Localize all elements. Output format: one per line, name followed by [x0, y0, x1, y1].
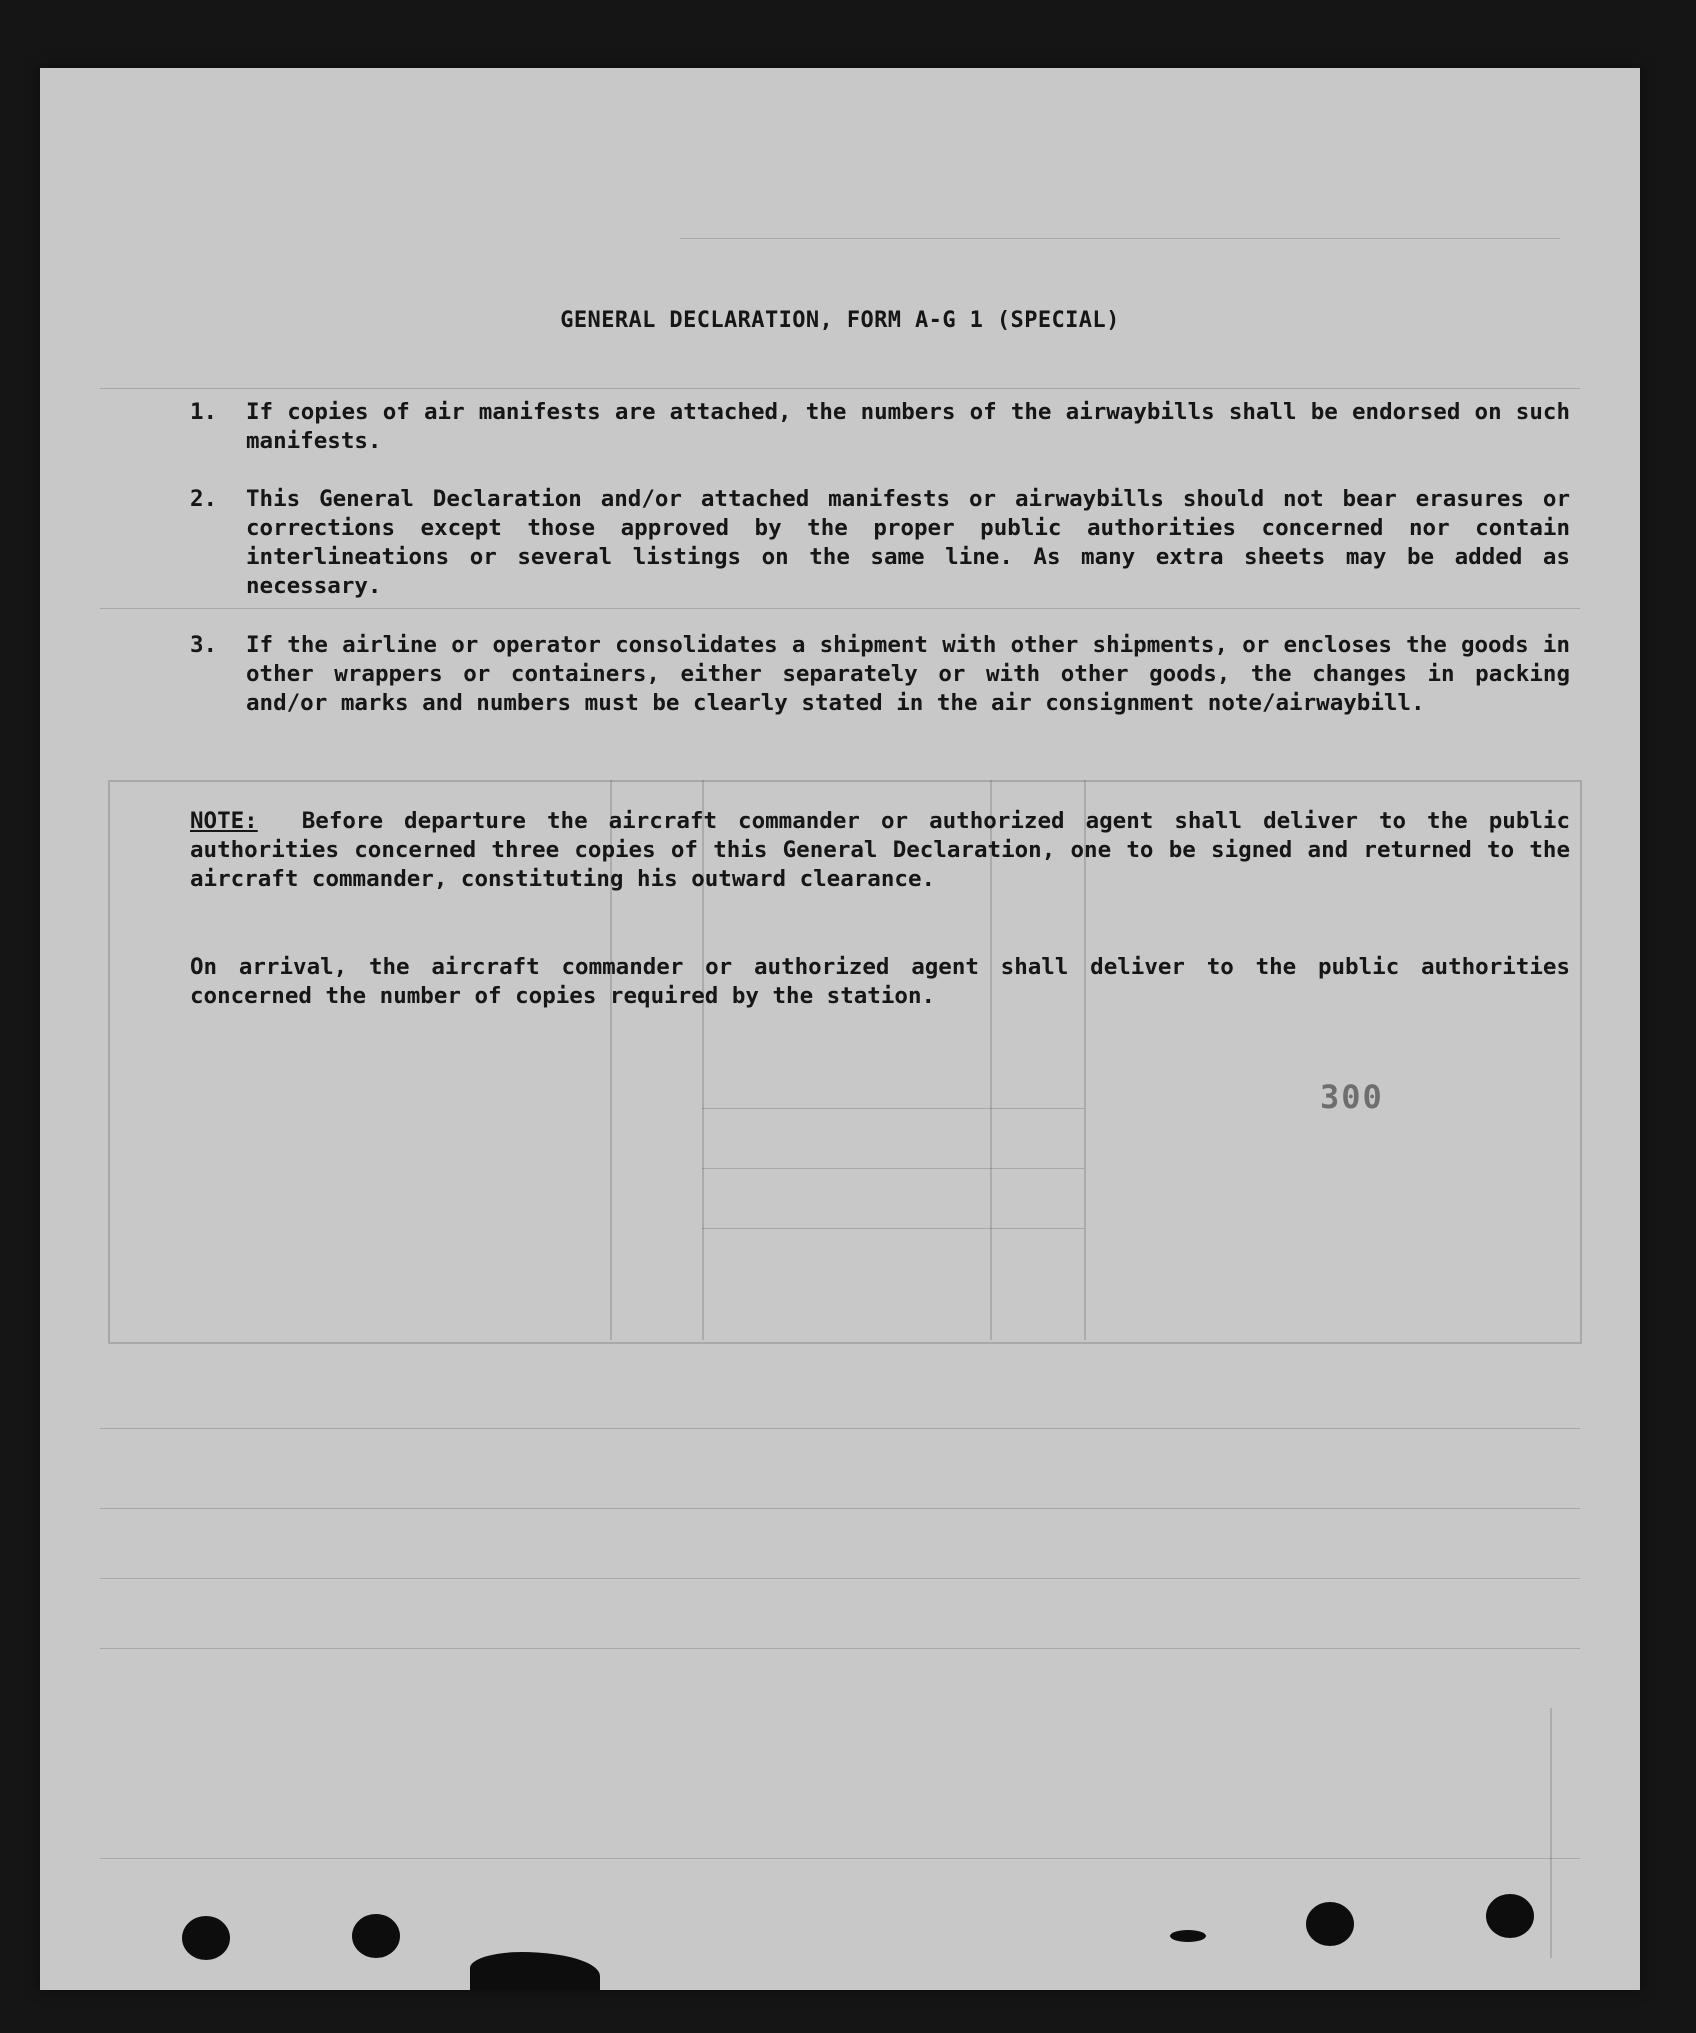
punch-hole: [1306, 1902, 1354, 1946]
bleed-line: [1550, 1708, 1552, 1958]
stamp-number: 300: [1320, 1078, 1384, 1116]
bleed-line: [100, 388, 1580, 389]
bleed-line: [100, 608, 1580, 609]
arrival-note: On arrival, the aircraft commander or authorized agent shall deliver to the public authorities concerned the number of copies required by the station.: [190, 954, 1570, 1009]
punch-hole: [352, 1914, 400, 1958]
departure-note: [190, 807, 1570, 894]
bleed-line: [702, 1168, 1084, 1169]
item-number: 2.: [190, 486, 218, 512]
note-text: Before departure the aircraft commander or authorized agent shall deliver to the public authorities concerned three copies of this General Declaration, one to be signed and returned to the aircraft commander, constituting his outward clearance.: [190, 808, 1570, 892]
document-sheet: [40, 68, 1640, 1990]
bleed-line: [100, 1508, 1580, 1509]
item-text: This General Declaration and/or attached manifests or airwaybills should not bear erasures or corrections except those approved by the proper public authorities concerned nor contain interlineations or several listings on the same line. As many extra sheets may be added as necessary.: [246, 486, 1570, 599]
item-number: 3.: [190, 632, 218, 658]
torn-edge: [470, 1952, 600, 1990]
torn-edge: [1170, 1930, 1206, 1942]
bleed-line: [100, 1648, 1580, 1649]
item-text: If copies of air manifests are attached, the numbers of the airwaybills shall be endorsed on such manifests.: [246, 399, 1570, 454]
bleed-line: [680, 238, 1560, 239]
bleed-line: [100, 1858, 1580, 1859]
bleed-line: [702, 1108, 1084, 1109]
bleed-line: [702, 1228, 1084, 1229]
bleed-line: [100, 1578, 1580, 1579]
item-number: 1.: [190, 399, 218, 425]
instruction-item-3: [190, 631, 1570, 718]
page-title: GENERAL DECLARATION, FORM A-G 1 (SPECIAL): [560, 308, 1120, 333]
bleed-line: [100, 1428, 1580, 1429]
instruction-item-2: [190, 485, 1570, 601]
instruction-item-1: [190, 398, 1570, 456]
item-text: If the airline or operator consolidates a shipment with other shipments, or encloses the goods in other wrappers or containers, either separately or with other goods, the changes in packing and/or marks and numbers must be clearly stated in the air consignment note/airwaybill.: [246, 632, 1570, 716]
punch-hole: [1486, 1894, 1534, 1938]
punch-hole: [182, 1916, 230, 1960]
note-label: NOTE:: [190, 808, 258, 834]
